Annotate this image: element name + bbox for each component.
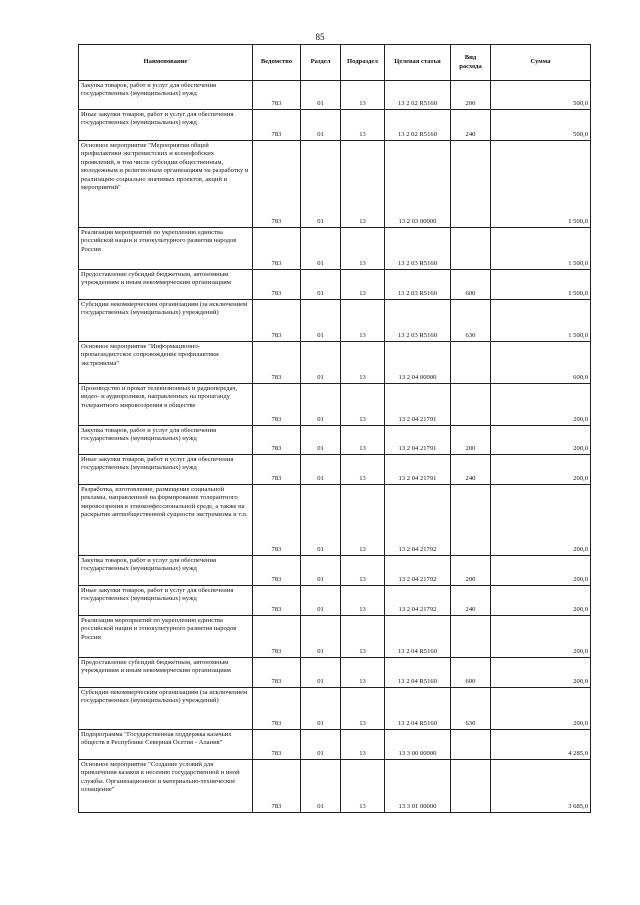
cell-subsection: 13 (341, 384, 385, 426)
cell-subsection: 13 (341, 342, 385, 384)
cell-expense-type (451, 730, 491, 760)
cell-department: 783 (253, 730, 301, 760)
cell-expense-type: 240 (451, 455, 491, 485)
cell-target-article: 13 2 03 00000 (385, 141, 451, 228)
cell-name: Производство и прокат телевизионных и радиопередач, видео- и аудиороликов, направленных на пропаганду толерантного мировоззрения в обществе (79, 384, 253, 426)
cell-amount: 1 500,0 (491, 300, 591, 342)
cell-name: Субсидии некоммерческим организациям (за исключением государственных (муниципальных) учреждений) (79, 688, 253, 730)
cell-subsection: 13 (341, 141, 385, 228)
cell-section: 01 (301, 760, 341, 813)
table-row (79, 300, 591, 342)
cell-department: 783 (253, 228, 301, 270)
cell-amount: 200,0 (491, 426, 591, 455)
cell-section: 01 (301, 270, 341, 300)
cell-amount: 500,0 (491, 81, 591, 110)
cell-amount: 200,0 (491, 658, 591, 688)
cell-name: Основное мероприятие "Мероприятия общей профилактики экстремистских и ксенофобских проявлений, в том числе субсидии общественным, молодежным и религиозным организациям на разработку и реализацию социально значимых проектов, акций и мероприятий" (79, 141, 253, 228)
cell-section: 01 (301, 300, 341, 342)
cell-expense-type (451, 228, 491, 270)
cell-expense-type (451, 616, 491, 658)
cell-department: 783 (253, 384, 301, 426)
header-amount: Сумма (491, 45, 591, 81)
cell-section: 01 (301, 658, 341, 688)
header-section: Раздел (301, 45, 341, 81)
cell-name: Иные закупки товаров, работ и услуг для обеспечения государственных (муниципальных) нужд (79, 586, 253, 616)
cell-expense-type (451, 760, 491, 813)
table-row (79, 616, 591, 658)
cell-target-article: 13 3 00 00000 (385, 730, 451, 760)
cell-section: 01 (301, 426, 341, 455)
cell-expense-type (451, 384, 491, 426)
cell-target-article: 13 2 02 R5160 (385, 81, 451, 110)
cell-amount: 4 285,0 (491, 730, 591, 760)
cell-section: 01 (301, 730, 341, 760)
cell-subsection: 13 (341, 81, 385, 110)
header-name: Наименование (79, 45, 253, 81)
cell-subsection: 13 (341, 730, 385, 760)
cell-section: 01 (301, 384, 341, 426)
cell-section: 01 (301, 485, 341, 556)
cell-department: 783 (253, 300, 301, 342)
header-expense-type: Вид расхода (451, 45, 491, 81)
cell-amount: 200,0 (491, 455, 591, 485)
cell-department: 783 (253, 658, 301, 688)
cell-subsection: 13 (341, 110, 385, 141)
cell-section: 01 (301, 688, 341, 730)
cell-section: 01 (301, 141, 341, 228)
cell-subsection: 13 (341, 688, 385, 730)
cell-target-article: 13 2 04 R5160 (385, 688, 451, 730)
cell-target-article: 13 2 04 21791 (385, 426, 451, 455)
cell-department: 783 (253, 616, 301, 658)
cell-expense-type (451, 141, 491, 228)
cell-department: 783 (253, 455, 301, 485)
cell-name: Иные закупки товаров, работ и услуг для обеспечения государственных (муниципальных) нужд (79, 455, 253, 485)
table-row (79, 342, 591, 384)
cell-target-article: 13 2 04 R5160 (385, 658, 451, 688)
cell-subsection: 13 (341, 658, 385, 688)
table-row (79, 586, 591, 616)
cell-target-article: 13 2 03 R5160 (385, 228, 451, 270)
cell-expense-type: 200 (451, 426, 491, 455)
cell-name: Субсидии некоммерческим организациям (за исключением государственных (муниципальных) учреждений) (79, 300, 253, 342)
cell-subsection: 13 (341, 760, 385, 813)
cell-target-article: 13 2 04 21791 (385, 455, 451, 485)
cell-expense-type: 630 (451, 300, 491, 342)
cell-amount: 200,0 (491, 556, 591, 586)
cell-target-article: 13 2 02 R5160 (385, 110, 451, 141)
cell-subsection: 13 (341, 616, 385, 658)
cell-expense-type: 240 (451, 110, 491, 141)
page-number: 85 (315, 32, 325, 42)
cell-target-article: 13 2 03 R5160 (385, 300, 451, 342)
cell-expense-type: 600 (451, 270, 491, 300)
cell-amount: 500,0 (491, 110, 591, 141)
cell-section: 01 (301, 556, 341, 586)
cell-amount: 1 500,0 (491, 141, 591, 228)
cell-name: Реализация мероприятий по укреплению единства российской нации и этнокультурного развития народов России (79, 616, 253, 658)
table-row (79, 688, 591, 730)
table-row (79, 556, 591, 586)
cell-name: Предоставление субсидий бюджетным, автономным учреждениям и иным некоммерческим организациям (79, 270, 253, 300)
table-row (79, 485, 591, 556)
cell-name: Предоставление субсидий бюджетным, автономным учреждениям и иным некоммерческим организациям (79, 658, 253, 688)
header-subsection: Подраздел (341, 45, 385, 81)
cell-target-article: 13 2 03 R5160 (385, 270, 451, 300)
cell-department: 783 (253, 688, 301, 730)
cell-name: Разработка, изготовление, размещение социальной рекламы, направленной на формирование толерантного мировоззрения в этноконфессиональной среде, а также на раскрытие антиобщественной сущности экстремизма и т.п. (79, 485, 253, 556)
table-row (79, 426, 591, 455)
cell-department: 783 (253, 556, 301, 586)
cell-expense-type: 200 (451, 81, 491, 110)
table-header-row (79, 45, 591, 81)
cell-target-article: 13 2 04 21792 (385, 556, 451, 586)
cell-subsection: 13 (341, 556, 385, 586)
cell-subsection: 13 (341, 426, 385, 455)
cell-amount: 200,0 (491, 485, 591, 556)
cell-name: Подпрограмма "Государственная поддержка казачьих обществ в Республике Северная Осетия - Алания" (79, 730, 253, 760)
cell-subsection: 13 (341, 300, 385, 342)
cell-department: 783 (253, 110, 301, 141)
table-row (79, 110, 591, 141)
table-row (79, 384, 591, 426)
cell-name: Закупка товаров, работ и услуг для обеспечения государственных (муниципальных) нужд (79, 426, 253, 455)
table-row (79, 270, 591, 300)
cell-amount: 200,0 (491, 688, 591, 730)
cell-section: 01 (301, 110, 341, 141)
cell-section: 01 (301, 228, 341, 270)
cell-amount: 3 685,0 (491, 760, 591, 813)
cell-name: Закупка товаров, работ и услуг для обеспечения государственных (муниципальных) нужд (79, 556, 253, 586)
cell-department: 783 (253, 760, 301, 813)
cell-target-article: 13 2 04 21792 (385, 586, 451, 616)
cell-target-article: 13 2 04 R5160 (385, 616, 451, 658)
cell-section: 01 (301, 81, 341, 110)
cell-name: Основное мероприятие "Информационно-пропагандистское сопровождение профилактики экстремизма" (79, 342, 253, 384)
cell-section: 01 (301, 586, 341, 616)
cell-subsection: 13 (341, 586, 385, 616)
cell-amount: 1 500,0 (491, 270, 591, 300)
cell-expense-type: 240 (451, 586, 491, 616)
table-row (79, 730, 591, 760)
cell-subsection: 13 (341, 270, 385, 300)
cell-expense-type (451, 342, 491, 384)
cell-expense-type (451, 485, 491, 556)
cell-subsection: 13 (341, 228, 385, 270)
cell-department: 783 (253, 141, 301, 228)
header-department: Ведомство (253, 45, 301, 81)
header-target-article: Целевая статья (385, 45, 451, 81)
cell-subsection: 13 (341, 485, 385, 556)
cell-amount: 200,0 (491, 586, 591, 616)
cell-department: 783 (253, 426, 301, 455)
cell-section: 01 (301, 342, 341, 384)
cell-department: 783 (253, 485, 301, 556)
cell-section: 01 (301, 616, 341, 658)
cell-subsection: 13 (341, 455, 385, 485)
cell-amount: 600,0 (491, 342, 591, 384)
table-row (79, 760, 591, 813)
table-row (79, 141, 591, 228)
table-row (79, 455, 591, 485)
cell-target-article: 13 3 01 00000 (385, 760, 451, 813)
cell-target-article: 13 2 04 21792 (385, 485, 451, 556)
cell-expense-type: 600 (451, 658, 491, 688)
cell-name: Иные закупки товаров, работ и услуг для обеспечения государственных (муниципальных) нужд (79, 110, 253, 141)
cell-expense-type: 200 (451, 556, 491, 586)
cell-amount: 1 500,0 (491, 228, 591, 270)
cell-target-article: 13 2 04 00000 (385, 342, 451, 384)
cell-amount: 200,0 (491, 384, 591, 426)
cell-department: 783 (253, 270, 301, 300)
cell-name: Реализация мероприятий по укреплению единства российской нации и этнокультурного развития народов России (79, 228, 253, 270)
cell-department: 783 (253, 81, 301, 110)
cell-name: Основное мероприятие "Создание условий для привлечения казаков к несению государственной и иной службы. Организационное и материально-техническое оснащение" (79, 760, 253, 813)
table-row (79, 228, 591, 270)
cell-department: 783 (253, 342, 301, 384)
table-row (79, 658, 591, 688)
budget-table (78, 44, 591, 813)
cell-expense-type: 630 (451, 688, 491, 730)
table-row (79, 81, 591, 110)
cell-name: Закупка товаров, работ и услуг для обеспечения государственных (муниципальных) нужд (79, 81, 253, 110)
cell-target-article: 13 2 04 21791 (385, 384, 451, 426)
cell-amount: 200,0 (491, 616, 591, 658)
cell-department: 783 (253, 586, 301, 616)
cell-section: 01 (301, 455, 341, 485)
